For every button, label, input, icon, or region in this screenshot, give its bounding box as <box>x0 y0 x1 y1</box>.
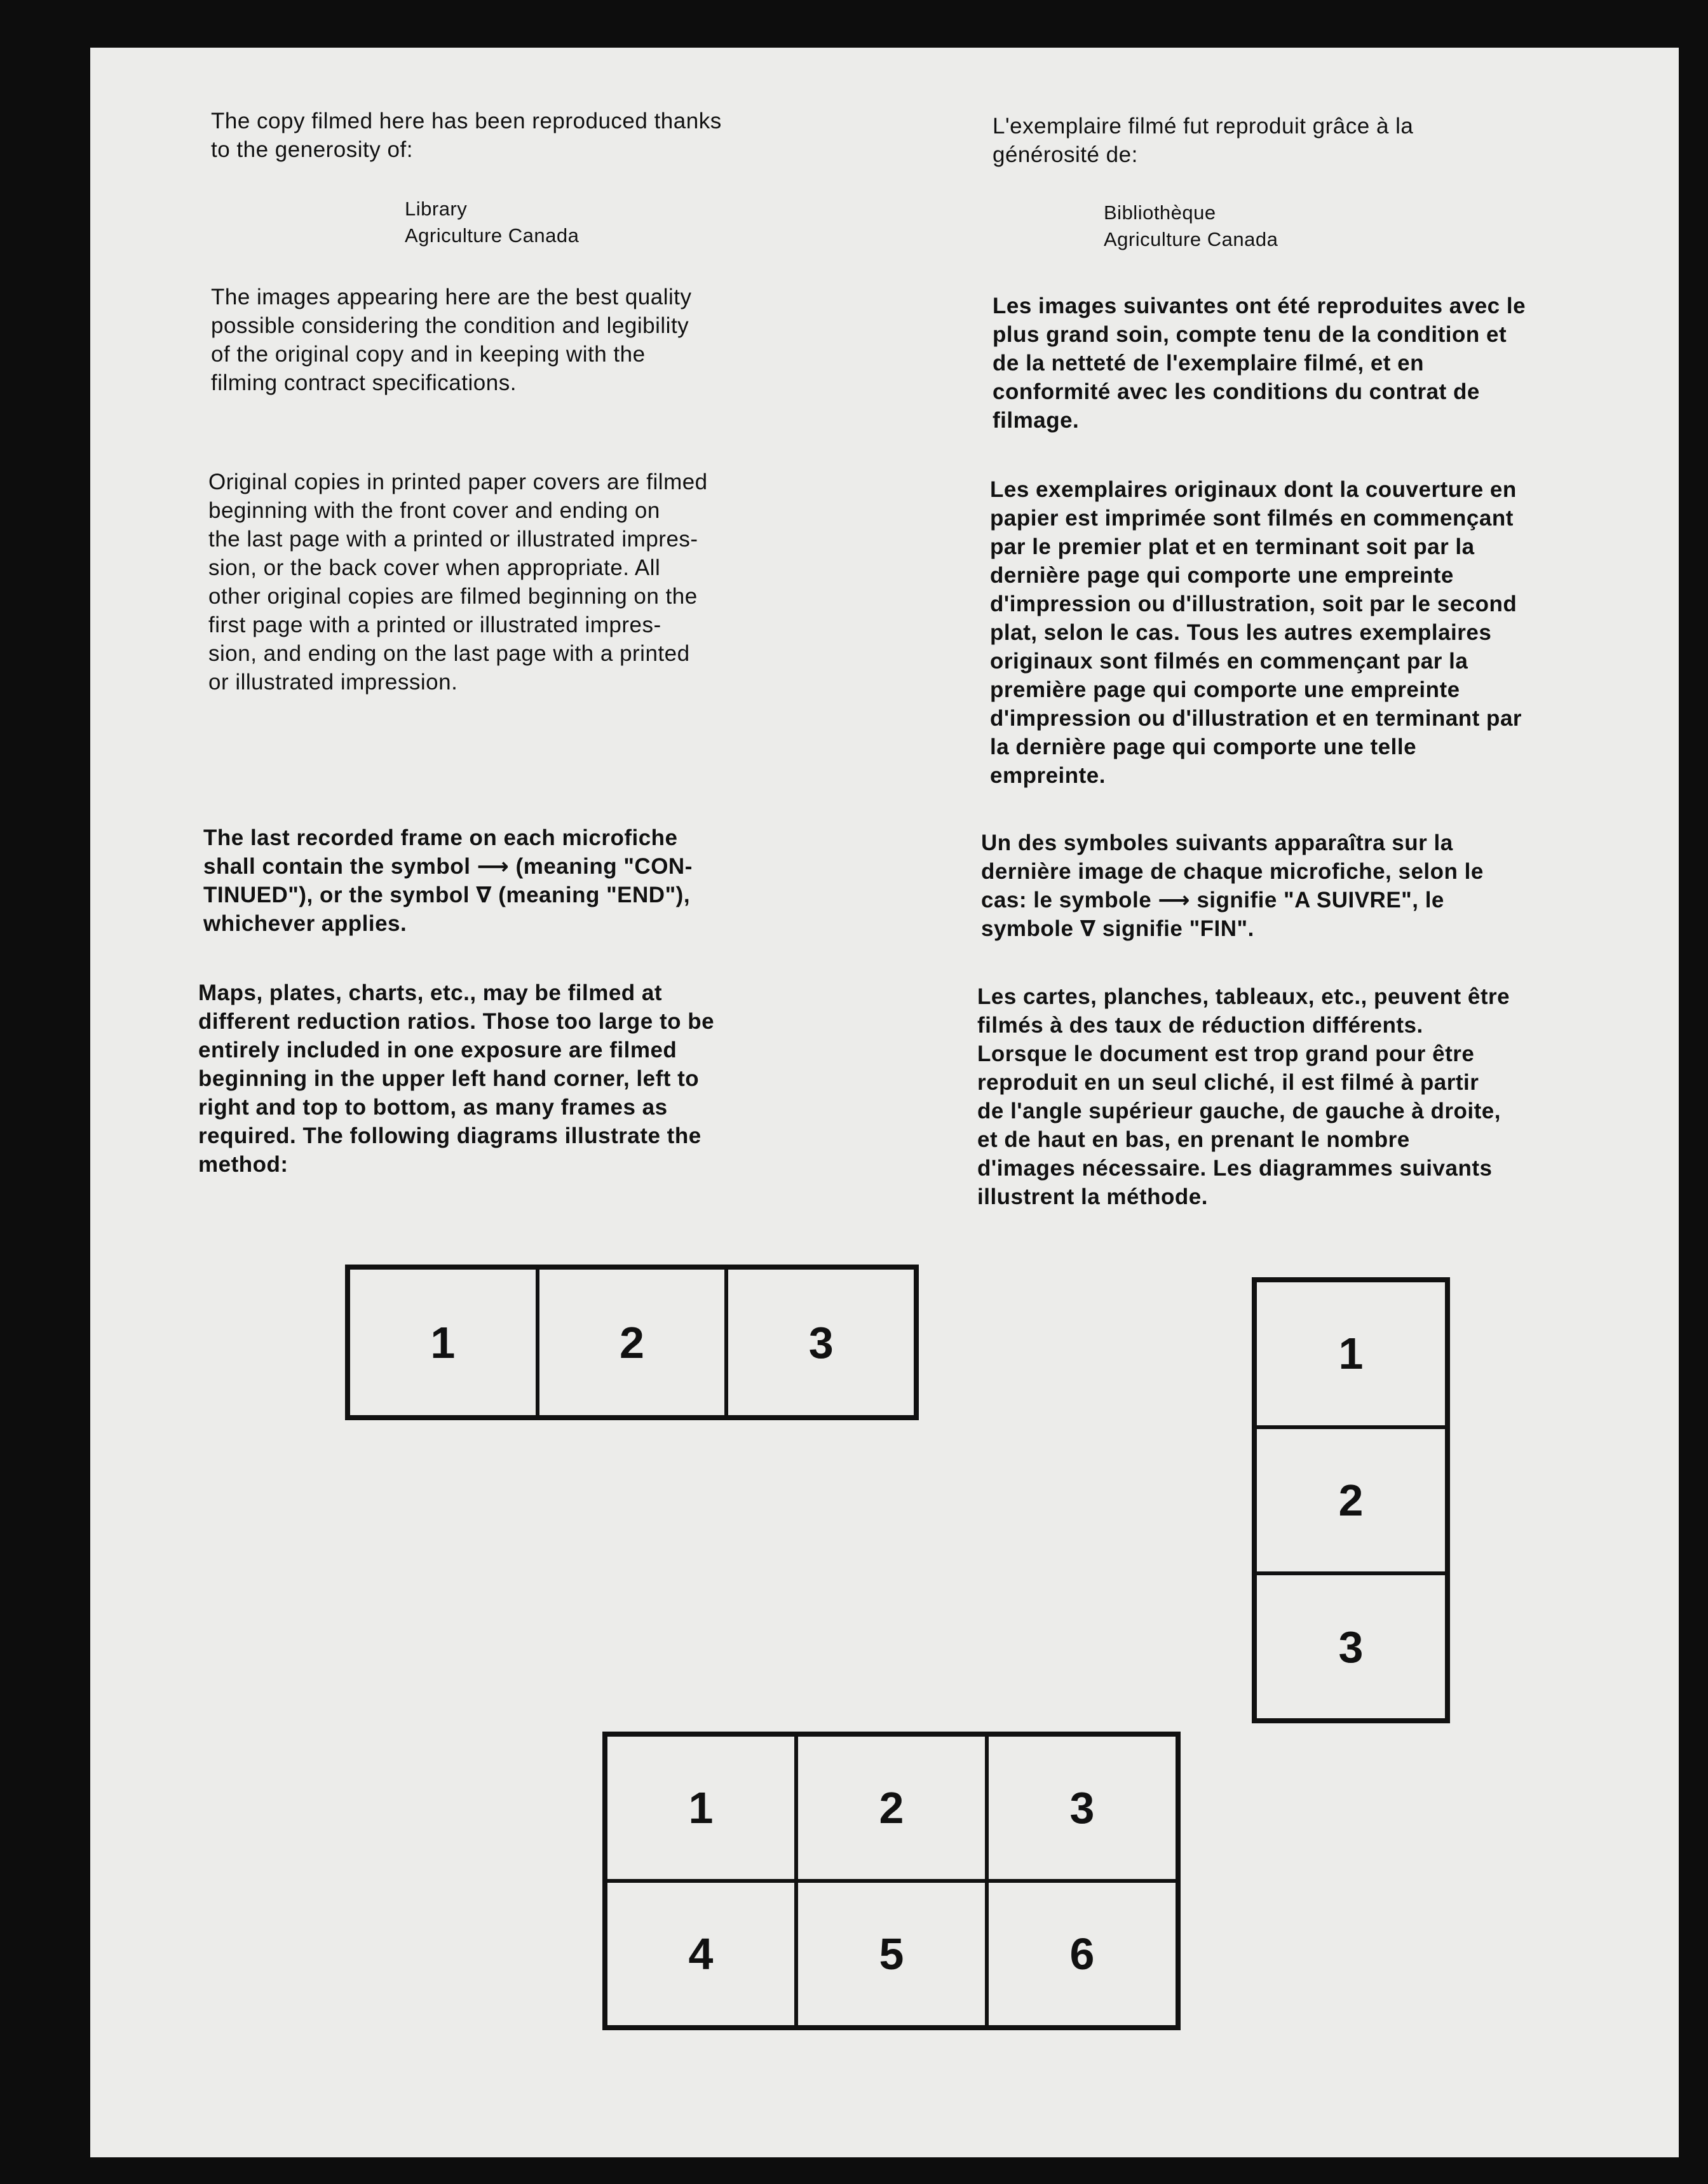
diagram-cell: 6 <box>987 1881 1177 2027</box>
english-quality: The images appearing here are the best quality possible considering the condition and legibility of the original copy and in keeping with the filming contract specifications. <box>211 285 692 395</box>
diagram-grid <box>602 1732 1181 2030</box>
english-library: Library Agriculture Canada <box>405 198 580 247</box>
diagram-cell: 5 <box>796 1881 987 2027</box>
diagram-cell: 1 <box>348 1268 538 1417</box>
french-column <box>977 112 1666 1209</box>
french-symbols: Un des symboles suivants apparaîtra sur la dernière image de chaque microfiche, selon le cas: le symbole ⟶ signifie "A SUIVRE", le symbole ∇ signifie "FIN". <box>981 831 1484 941</box>
diagram-horizontal <box>345 1265 919 1420</box>
english-column <box>198 107 884 1177</box>
french-quality: Les images suivantes ont été reproduites avec le plus grand soin, compte tenu de la condition et de la netteté de l'exemplaire filmé, et en conformité avec les conditions du contrat de filmage. <box>993 294 1526 433</box>
french-intro: L'exemplaire filmé fut reproduit grâce à la générosité de: <box>993 114 1414 167</box>
english-intro: The copy filmed here has been reproduced thanks to the generosity of: <box>211 109 722 162</box>
diagram-cell: 1 <box>606 1735 796 1881</box>
diagram-cell: 4 <box>606 1881 796 2027</box>
diagram-cell: 1 <box>1255 1280 1447 1427</box>
diagram-cell: 2 <box>796 1735 987 1881</box>
english-originals: Original copies in printed paper covers are filmed beginning with the front cover and ending on the last page with a printed or illustrated impres- sion, or the back cover when appropriate. All other original copies are filmed beginning on the first page with a printed or illustrated impres- sion, and ending on the last page with a printed or illustrated impression. <box>208 470 708 695</box>
diagram-cell: 2 <box>1255 1427 1447 1574</box>
french-library: Bibliothèque Agriculture Canada <box>1104 201 1278 250</box>
diagram-cell: 3 <box>1255 1573 1447 1720</box>
english-symbols: The last recorded frame on each microfiche shall contain the symbol ⟶ (meaning "CON- TINUED"), or the symbol ∇ (meaning "END"), whichever applies. <box>203 825 693 936</box>
diagram-cell: 2 <box>538 1268 727 1417</box>
diagram-cell: 3 <box>987 1735 1177 1881</box>
french-maps: Les cartes, planches, tableaux, etc., peuvent être filmés à des taux de réduction différents. Lorsque le document est trop grand pour être reproduit en un seul cliché, il est filmé à partir de l'angle supérieur gauche, de gauche à droite, et de haut en bas, en prenant le nombre d'images nécessaire. Les diagrammes suivants illustrent la méthode. <box>977 984 1510 1209</box>
english-maps: Maps, plates, charts, etc., may be filmed at different reduction ratios. Those too large to be entirely included in one exposure are filmed beginning in the upper left hand corner, left to right and top to bottom, as many frames as required. The following diagrams illustrate the method: <box>198 980 715 1177</box>
diagram-vertical <box>1252 1277 1450 1723</box>
french-originals: Les exemplaires originaux dont la couverture en papier est imprimée sont filmés en commençant par le premier plat et en terminant soit par la dernière page qui comporte une empreinte d'impression ou d'illustration, soit par le second plat, selon le cas. Tous les autres exemplaires originaux sont filmés en commençant par la première page qui comporte une empreinte d'impression ou d'illustration et en terminant par la dernière page qui comporte une telle empreinte. <box>990 477 1522 788</box>
diagram-cell: 3 <box>726 1268 916 1417</box>
